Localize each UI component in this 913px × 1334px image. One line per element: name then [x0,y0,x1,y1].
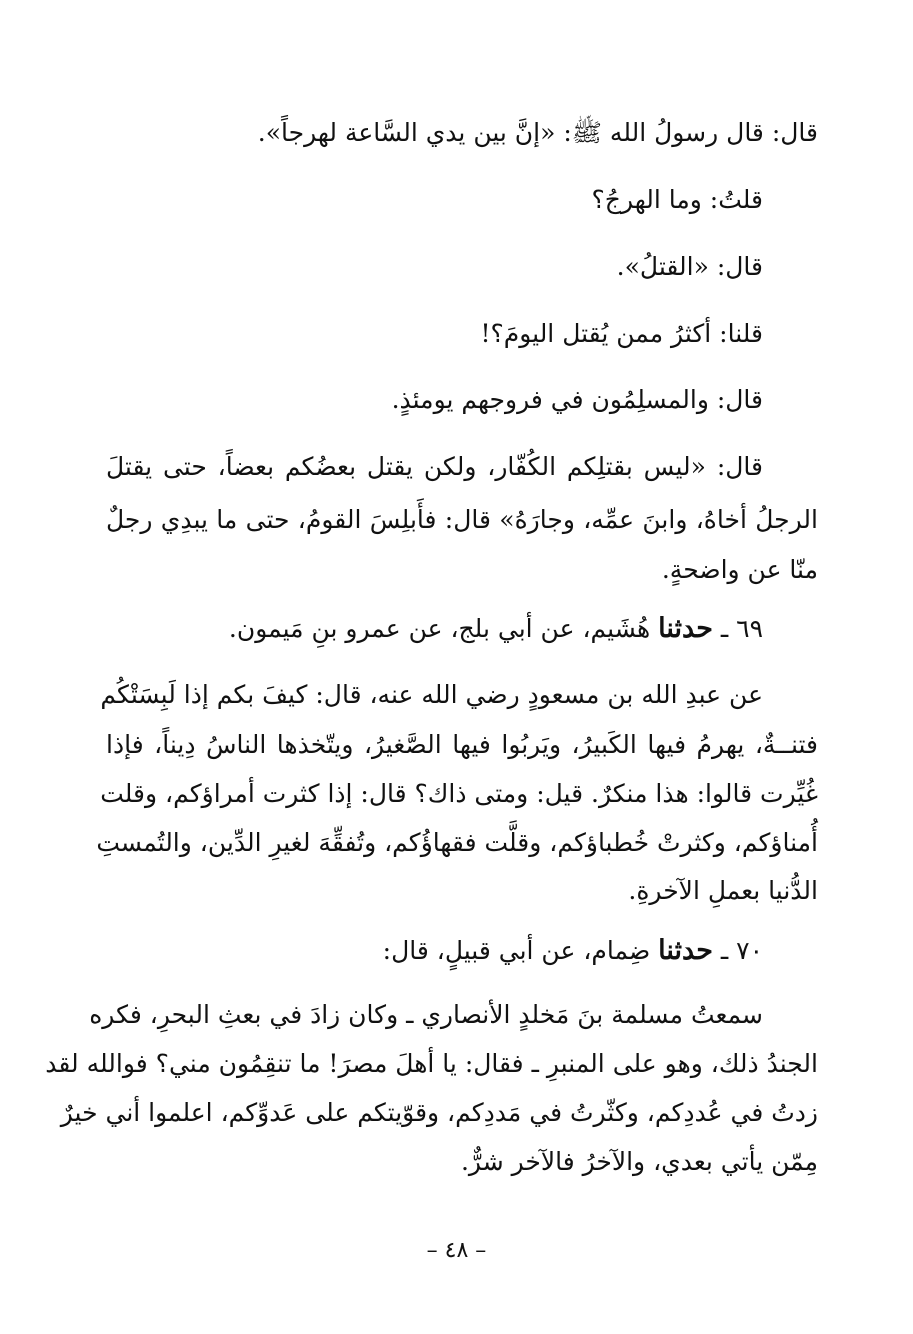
hadith-number: ٧٠ ـ [720,936,763,965]
text-line: قال: والمسلِمُون في فروجهم يومئذٍ. [391,385,763,414]
text-line: سمعتُ مسلمة بنَ مَخلدٍ الأنصاري ـ وكان زادَ في بعثِ البحرِ، فكره [89,1000,763,1029]
isnad-chain: ضِمام، عن أبي قبيلٍ، قال: [382,936,651,965]
text-line: الدُّنيا بعملِ الآخرةِ. [628,876,818,905]
text-line: قلنا: أكثرُ ممن يُقتل اليومَ؟! [480,319,763,348]
text-line: عن عبدِ الله بن مسعودٍ رضي الله عنه، قال: كيفَ بكم إذا لَبِسَتْكُم [100,680,763,709]
text-line: فتنــةٌ، يهرمُ فيها الكَبيرُ، ويَربُوا فيها الصَّغيرُ، ويتّخذها الناسُ دِيناً، فإذا [106,730,818,759]
text-line: الجندُ ذلك، وهو على المنبرِ ـ فقال: يا أهلَ مصرَ! ما تنقِمُون مني؟ فوالله لقد [45,1049,818,1078]
haddathana-keyword: حدثنا [658,935,713,966]
text-line: منّا عن واضحةٍ. [661,555,818,584]
text-line: الرجلُ أخاهُ، وابنَ عمِّه، وجارَهُ» قال: فأَبلِسَ القومُ، حتى ما يبدِي رجلٌ [106,505,818,534]
text-line: قال: «ليس بقتلِكم الكُفّار، ولكن يقتل بعضُكم بعضاً، حتى يقتلَ [106,452,763,481]
hadith-heading-69 [229,614,763,644]
text-line: قلتُ: وما الهرجُ؟ [591,185,763,214]
page-number: – ٤٨ – [426,1238,487,1263]
isnad-chain: هُشَيم، عن أبي بلج، عن عمرو بنِ مَيمون. [228,614,651,643]
text-line: قال: قال رسولُ الله ﷺ: «إنَّ بين يدي السَّاعة لهرجاً». [257,118,818,147]
text-line: قال: «القتلُ». [616,252,763,281]
hadith-number: ٦٩ ـ [720,614,763,643]
text-line: غُيِّرت قالوا: هذا منكرٌ. قيل: ومتى ذاك؟ قال: إذا كثرت أمراؤكم، وقلت [100,779,818,808]
hadith-heading-70 [383,936,763,966]
text-line: مِمّن يأتي بعدي، والآخرُ فالآخر شرٌّ. [460,1147,818,1176]
text-line: زدتُ في عُددِكم، وكثّرتُ في مَددِكم، وقوّيتكم على عَدوِّكم، اعلموا أني خيرٌ [60,1098,818,1127]
haddathana-keyword: حدثنا [658,613,713,644]
text-line: أُمناؤكم، وكثرتْ خُطباؤكم، وقلَّت فقهاؤُكم، وتُفقِّهَ لغيرِ الدِّين، والتُمستِ [96,828,818,857]
